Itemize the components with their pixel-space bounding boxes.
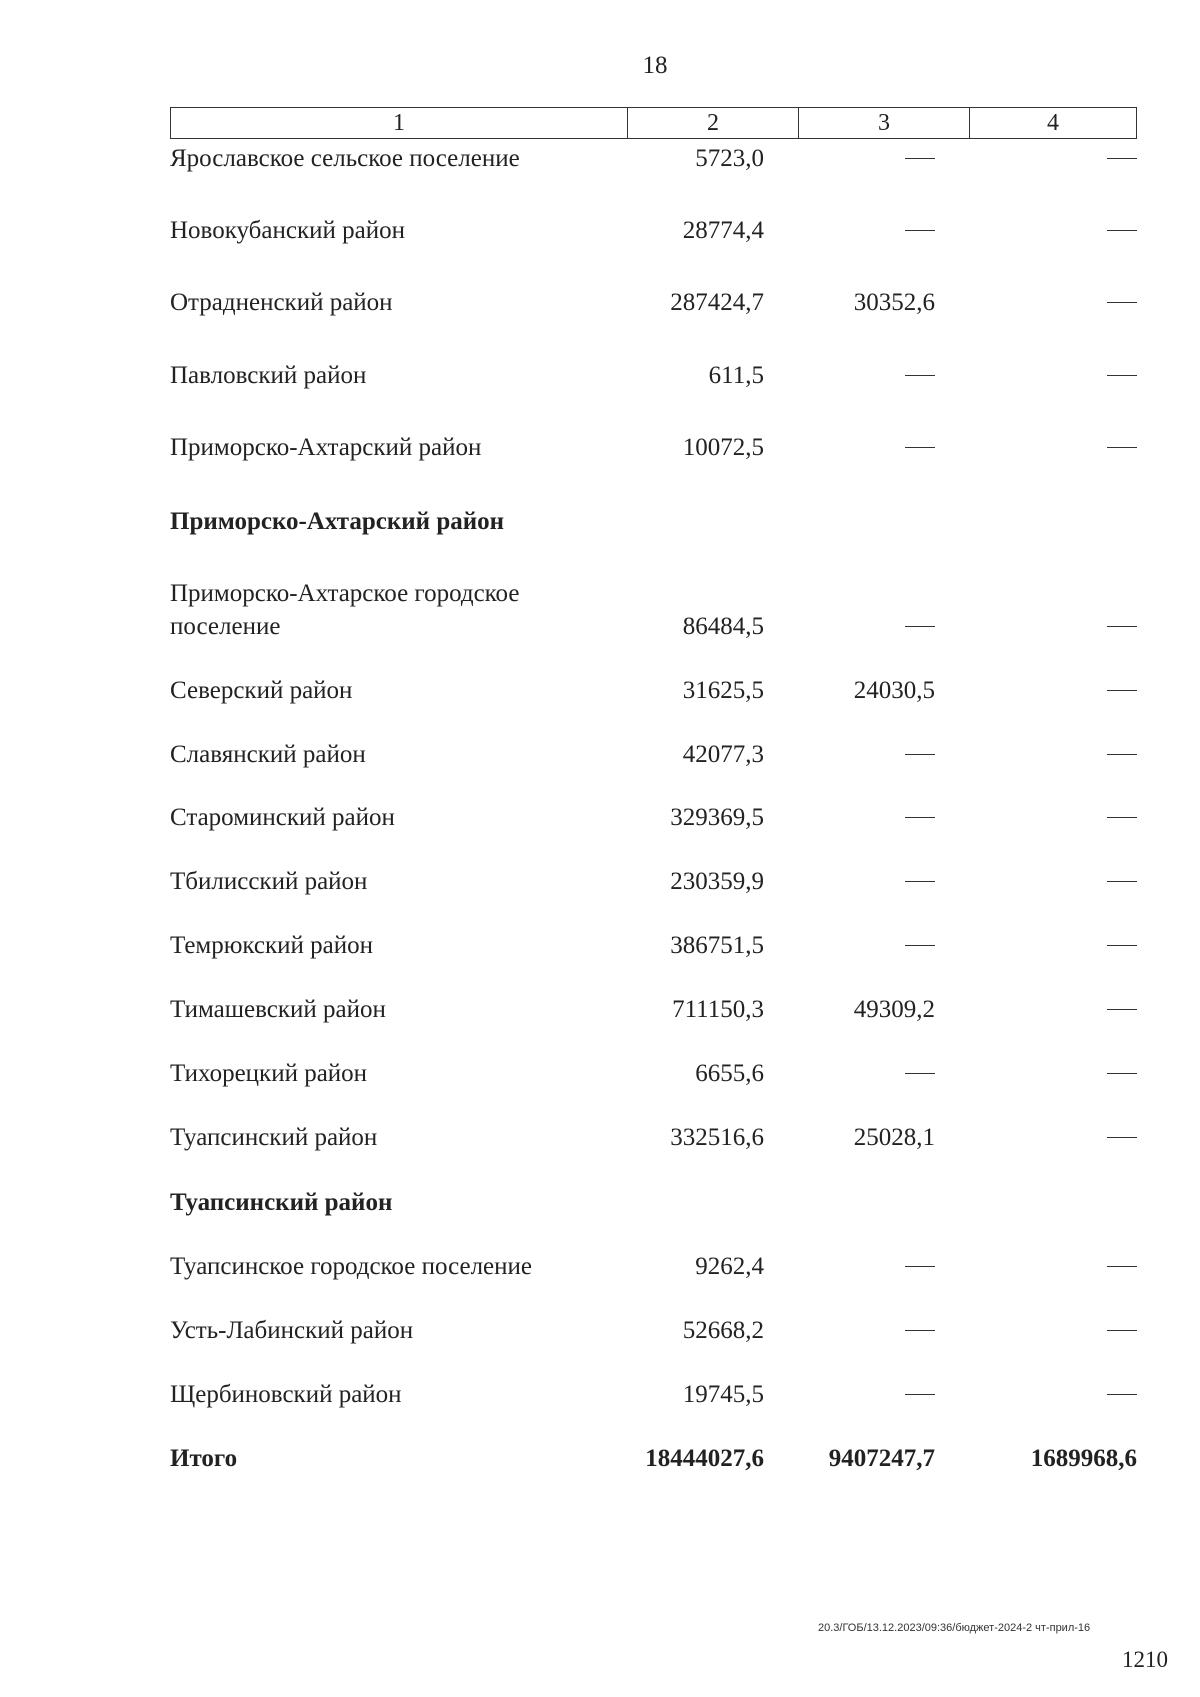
dash-mark — [1107, 1330, 1137, 1331]
table-row — [170, 738, 1137, 771]
row-col-2: 611,5 — [708, 362, 764, 389]
dash-mark — [905, 1073, 935, 1074]
total-label: Итого — [170, 1445, 238, 1472]
dash-mark — [905, 881, 935, 882]
row-col-3: 25028,1 — [853, 1124, 935, 1151]
table-row — [170, 801, 1137, 834]
dash-mark — [1107, 158, 1137, 159]
table-row — [170, 674, 1137, 707]
row-col-4 — [1107, 1378, 1137, 1411]
row-name: Павловский район — [170, 362, 367, 389]
row-col-2: 6655,6 — [695, 1060, 764, 1087]
dash-mark — [1107, 817, 1137, 818]
row-col-4 — [1107, 359, 1137, 392]
row-col-4 — [1107, 1314, 1137, 1347]
row-col-3 — [905, 1378, 935, 1411]
section-heading: Туапсинский район — [170, 1189, 393, 1216]
row-name: Тбилисский район — [170, 868, 368, 895]
row-col-2: 287424,7 — [670, 289, 764, 316]
row-col-4 — [1107, 431, 1137, 464]
row-col-4 — [1107, 929, 1137, 962]
header-col-1: 1 — [171, 108, 628, 138]
row-name: Туапсинский район — [170, 1124, 378, 1151]
row-col-3 — [905, 610, 935, 643]
row-name: Славянский район — [170, 741, 366, 768]
row-col-4 — [1107, 286, 1137, 319]
row-col-2: 42077,3 — [682, 741, 764, 768]
row-col-2: 52668,2 — [682, 1317, 764, 1344]
table-header — [170, 107, 1137, 139]
row-col-4 — [1107, 865, 1137, 898]
dash-mark — [1107, 375, 1137, 376]
table-row — [170, 359, 1137, 392]
dash-mark — [1107, 881, 1137, 882]
dash-mark — [905, 1266, 935, 1267]
row-col-4 — [1107, 801, 1137, 834]
row-col-3: 30352,6 — [853, 289, 935, 316]
row-col-2: 230359,9 — [670, 868, 764, 895]
row-col-4 — [1107, 214, 1137, 247]
row-col-4 — [1107, 993, 1137, 1026]
row-col-2: 711150,3 — [672, 996, 764, 1023]
row-col-3 — [905, 142, 935, 175]
row-col-2: 329369,5 — [670, 804, 764, 831]
row-col-4 — [1107, 1057, 1137, 1090]
dash-mark — [1107, 1266, 1137, 1267]
page-number: 18 — [642, 52, 668, 79]
table-row — [170, 214, 1137, 247]
dash-mark — [1107, 754, 1137, 755]
total-col-4: 1689968,6 — [1030, 1445, 1137, 1472]
header-col-2: 2 — [628, 108, 799, 138]
row-name: Отрадненский район — [170, 289, 393, 316]
row-col-4 — [1107, 674, 1137, 707]
document-number: 1210 — [1122, 1647, 1168, 1672]
row-col-2: 9262,4 — [695, 1253, 764, 1280]
row-name: Староминский район — [170, 804, 395, 831]
table-row — [170, 1057, 1137, 1090]
dash-mark — [1107, 626, 1137, 627]
row-col-3 — [905, 1250, 935, 1283]
row-col-3 — [905, 865, 935, 898]
dash-mark — [1107, 1073, 1137, 1074]
table-row — [170, 142, 1137, 175]
table-row — [170, 1121, 1137, 1154]
table-row — [170, 577, 1137, 643]
total-col-2: 18444027,6 — [645, 1445, 764, 1472]
row-col-4 — [1107, 738, 1137, 771]
row-col-3 — [905, 929, 935, 962]
row-col-3 — [905, 431, 935, 464]
document-code: 20.3/ГОБ/13.12.2023/09:36/бюджет-2024-2 чт-прил-16 — [818, 1622, 1091, 1634]
row-col-2: 19745,5 — [682, 1381, 764, 1408]
row-col-2: 5723,0 — [695, 145, 764, 172]
row-col-4 — [1107, 1121, 1137, 1154]
row-col-3 — [905, 738, 935, 771]
row-col-3 — [905, 1314, 935, 1347]
row-col-3 — [905, 1057, 935, 1090]
table-row — [170, 1250, 1137, 1283]
total-row — [170, 1442, 1137, 1475]
table-row — [170, 286, 1137, 319]
dash-mark — [905, 945, 935, 946]
row-col-2: 332516,6 — [670, 1124, 764, 1151]
dash-mark — [905, 1330, 935, 1331]
dash-mark — [1107, 230, 1137, 231]
row-name: Тихорецкий район — [170, 1060, 368, 1087]
table-row — [170, 865, 1137, 898]
row-col-2: 31625,5 — [682, 677, 764, 704]
dash-mark — [905, 754, 935, 755]
dash-mark — [1107, 302, 1137, 303]
dash-mark — [905, 817, 935, 818]
row-name: Щербиновский район — [170, 1381, 402, 1408]
table-row — [170, 1314, 1137, 1347]
row-name: Темрюкский район — [170, 932, 374, 959]
table-row — [170, 1378, 1137, 1411]
row-name: Новокубанский район — [170, 217, 405, 244]
dash-mark — [905, 375, 935, 376]
dash-mark — [905, 447, 935, 448]
row-col-3 — [905, 359, 935, 392]
table-row — [170, 929, 1137, 962]
row-col-4 — [1107, 142, 1137, 175]
dash-mark — [905, 626, 935, 627]
row-col-2: 86484,5 — [682, 613, 764, 640]
row-name: Усть-Лабинский район — [170, 1317, 414, 1344]
row-col-3 — [905, 214, 935, 247]
dash-mark — [1107, 447, 1137, 448]
dash-mark — [905, 1394, 935, 1395]
row-name: Приморско-Ахтарское городское поселение — [170, 580, 520, 640]
header-col-3: 3 — [799, 108, 970, 138]
row-col-2: 10072,5 — [682, 434, 764, 461]
row-name: Тимашевский район — [170, 996, 386, 1023]
row-col-4 — [1107, 1250, 1137, 1283]
dash-mark — [905, 158, 935, 159]
row-name: Северский район — [170, 677, 353, 704]
table-row — [170, 431, 1137, 464]
section-heading: Приморско-Ахтарский район — [170, 508, 505, 535]
total-col-3: 9407247,7 — [828, 1445, 935, 1472]
dash-mark — [1107, 690, 1137, 691]
table-row — [170, 993, 1137, 1026]
row-col-3: 24030,5 — [853, 677, 935, 704]
row-col-3: 49309,2 — [853, 996, 935, 1023]
dash-mark — [1107, 1137, 1137, 1138]
row-name: Туапсинское городское поселение — [170, 1253, 532, 1280]
dash-mark — [1107, 945, 1137, 946]
row-col-2: 386751,5 — [670, 932, 764, 959]
row-col-3 — [905, 801, 935, 834]
row-name: Ярославское сельское поселение — [170, 145, 520, 172]
header-col-4: 4 — [1047, 110, 1059, 136]
dash-mark — [1107, 1009, 1137, 1010]
dash-mark — [905, 230, 935, 231]
row-col-4 — [1107, 610, 1137, 643]
row-name: Приморско-Ахтарский район — [170, 434, 482, 461]
row-col-2: 28774,4 — [682, 217, 764, 244]
dash-mark — [1107, 1394, 1137, 1395]
